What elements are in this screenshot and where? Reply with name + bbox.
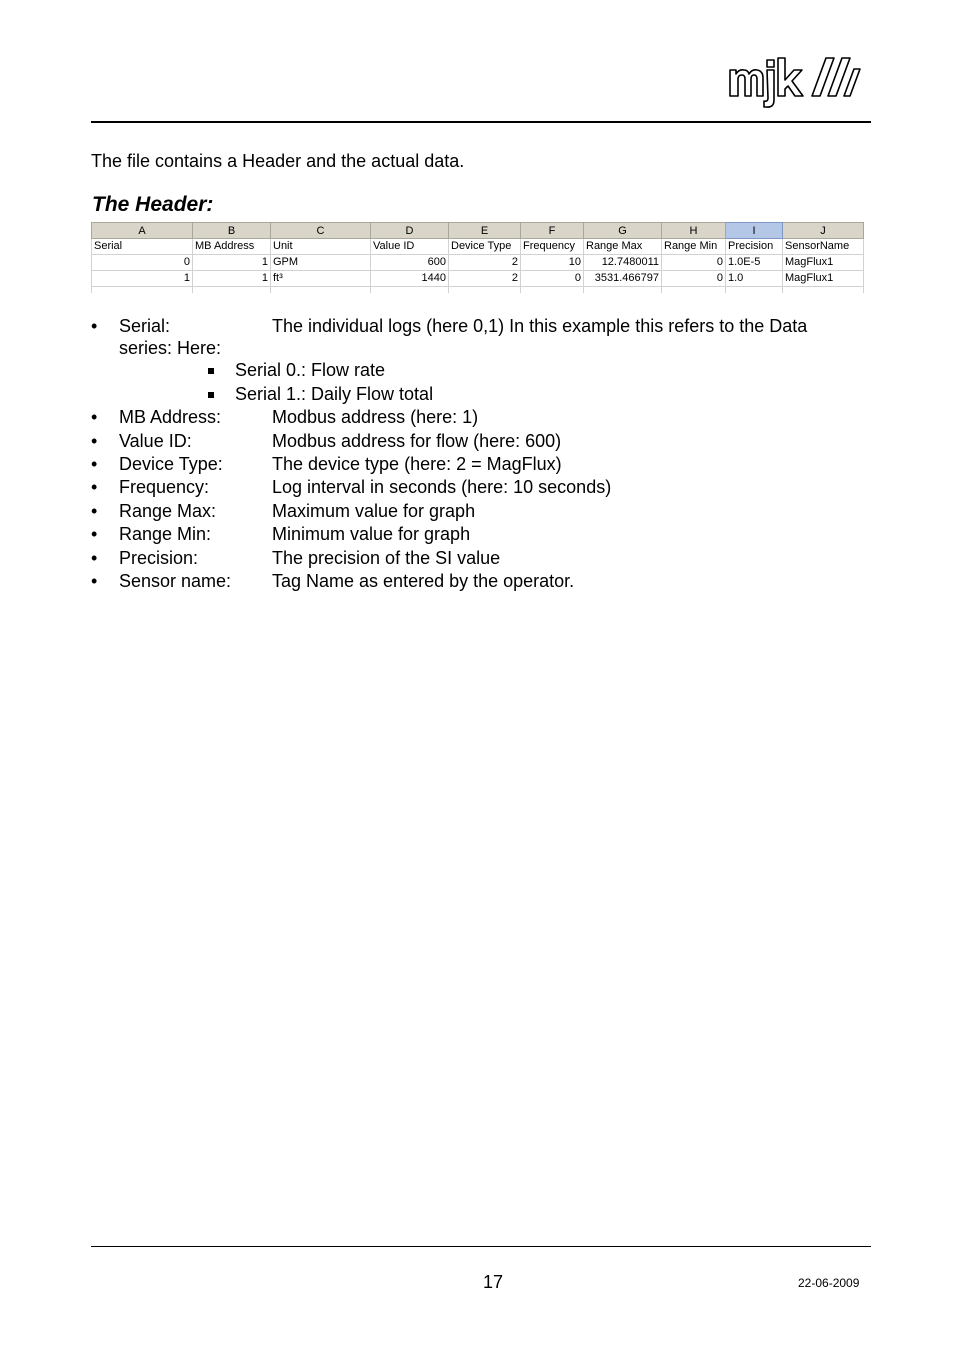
column-header-a[interactable]: A xyxy=(92,223,193,239)
description: Modbus address for flow (here: 600) xyxy=(272,430,562,451)
list-item-device-type xyxy=(91,453,871,476)
bullet-icon: • xyxy=(91,477,98,498)
column-header-i[interactable]: I xyxy=(726,223,783,239)
cell[interactable]: 2 xyxy=(449,255,521,271)
cell-header-precision[interactable]: Precision xyxy=(726,239,783,255)
section-heading: The Header: xyxy=(92,193,214,216)
cell[interactable]: 1 xyxy=(92,271,193,287)
cell-header-sensor-name[interactable]: SensorName xyxy=(783,239,864,255)
list-item-value-id xyxy=(91,430,871,453)
list-item-sensor-name xyxy=(91,570,871,593)
cell[interactable]: 10 xyxy=(521,255,584,271)
cell[interactable]: 0 xyxy=(521,271,584,287)
field-description-list xyxy=(91,315,871,593)
mjk-logo xyxy=(726,54,862,110)
cell[interactable]: 600 xyxy=(371,255,449,271)
cell[interactable]: MagFlux1 xyxy=(783,255,864,271)
sub-item-text: Serial 0.: Flow rate xyxy=(235,360,386,381)
column-header-e[interactable]: E xyxy=(449,223,521,239)
description: Log interval in seconds (here: 10 seconds) xyxy=(272,477,612,498)
bullet-icon: • xyxy=(91,316,98,336)
description: Minimum value for graph xyxy=(272,524,471,545)
cell[interactable]: 3531.466797 xyxy=(584,271,662,287)
column-header-h[interactable]: H xyxy=(662,223,726,239)
cell[interactable]: ft³ xyxy=(271,271,371,287)
cell-header-value-id[interactable]: Value ID xyxy=(371,239,449,255)
header-spreadsheet xyxy=(91,222,864,293)
column-header-f[interactable]: F xyxy=(521,223,584,239)
bullet-icon: • xyxy=(91,524,98,545)
term: Frequency: xyxy=(119,477,210,498)
header-rule xyxy=(91,121,871,123)
list-item-serial xyxy=(91,315,871,338)
description-continued: series: Here: xyxy=(119,338,222,359)
list-item-frequency xyxy=(91,476,871,499)
cell-header-serial[interactable]: Serial xyxy=(92,239,193,255)
list-item-range-max xyxy=(91,500,871,523)
cell-header-range-min[interactable]: Range Min xyxy=(662,239,726,255)
column-header-b[interactable]: B xyxy=(193,223,271,239)
table-row xyxy=(92,271,864,287)
cell-header-mb-address[interactable]: MB Address xyxy=(193,239,271,255)
description: Maximum value for graph xyxy=(272,500,476,521)
cell[interactable]: 12.7480011 xyxy=(584,255,662,271)
term: Sensor name: xyxy=(119,570,232,591)
cell[interactable]: 0 xyxy=(662,271,726,287)
description: Modbus address (here: 1) xyxy=(272,407,479,428)
term: Device Type: xyxy=(119,453,223,474)
table-row-partial xyxy=(92,287,864,293)
cell[interactable]: 2 xyxy=(449,271,521,287)
bullet-icon: • xyxy=(91,547,98,568)
footer-date: 22-06-2009 xyxy=(798,1276,860,1290)
column-letter-row xyxy=(92,223,864,239)
term: Value ID: xyxy=(119,430,192,451)
sub-item-serial-0 xyxy=(91,359,871,382)
intro-text: The file contains a Header and the actual data. xyxy=(91,151,465,171)
bullet-icon: • xyxy=(91,407,98,428)
footer-rule xyxy=(91,1246,871,1247)
column-header-d[interactable]: D xyxy=(371,223,449,239)
description: The device type (here: 2 = MagFlux) xyxy=(272,453,562,474)
cell-header-unit[interactable]: Unit xyxy=(271,239,371,255)
bullet-icon: • xyxy=(91,453,98,474)
description: The precision of the SI value xyxy=(272,547,501,568)
list-item-mb-address xyxy=(91,406,871,429)
bullet-icon: • xyxy=(91,500,98,521)
bullet-icon: • xyxy=(91,570,98,591)
column-header-c[interactable]: C xyxy=(271,223,371,239)
square-bullet-icon xyxy=(208,392,214,398)
list-item-range-min xyxy=(91,523,871,546)
cell[interactable]: 1.0 xyxy=(726,271,783,287)
bullet-icon: • xyxy=(91,430,98,451)
term: Serial: xyxy=(119,316,171,336)
table-row xyxy=(92,255,864,271)
page-number: 17 xyxy=(483,1272,504,1292)
column-header-g[interactable]: G xyxy=(584,223,662,239)
cell-header-range-max[interactable]: Range Max xyxy=(584,239,662,255)
cell[interactable]: GPM xyxy=(271,255,371,271)
field-name-row xyxy=(92,239,864,255)
cell[interactable]: 0 xyxy=(662,255,726,271)
square-bullet-icon xyxy=(208,368,214,374)
sub-item-serial-1 xyxy=(91,383,871,406)
list-item-serial-continued xyxy=(91,338,871,359)
term: Range Max: xyxy=(119,500,217,521)
cell[interactable]: 1 xyxy=(193,271,271,287)
cell[interactable]: 0 xyxy=(92,255,193,271)
term: Precision: xyxy=(119,547,199,568)
cell[interactable]: 1440 xyxy=(371,271,449,287)
term: MB Address: xyxy=(119,407,222,428)
cell-header-device-type[interactable]: Device Type xyxy=(449,239,521,255)
sub-item-text: Serial 1.: Daily Flow total xyxy=(235,383,434,404)
cell[interactable]: 1 xyxy=(193,255,271,271)
cell[interactable]: 1.0E-5 xyxy=(726,255,783,271)
cell-header-frequency[interactable]: Frequency xyxy=(521,239,584,255)
description: Tag Name as entered by the operator. xyxy=(272,570,575,591)
list-item-precision xyxy=(91,547,871,570)
term: Range Min: xyxy=(119,524,212,545)
column-header-j[interactable]: J xyxy=(783,223,864,239)
cell[interactable]: MagFlux1 xyxy=(783,271,864,287)
description: The individual logs (here 0,1) In this example this refers to the Data xyxy=(272,316,808,336)
